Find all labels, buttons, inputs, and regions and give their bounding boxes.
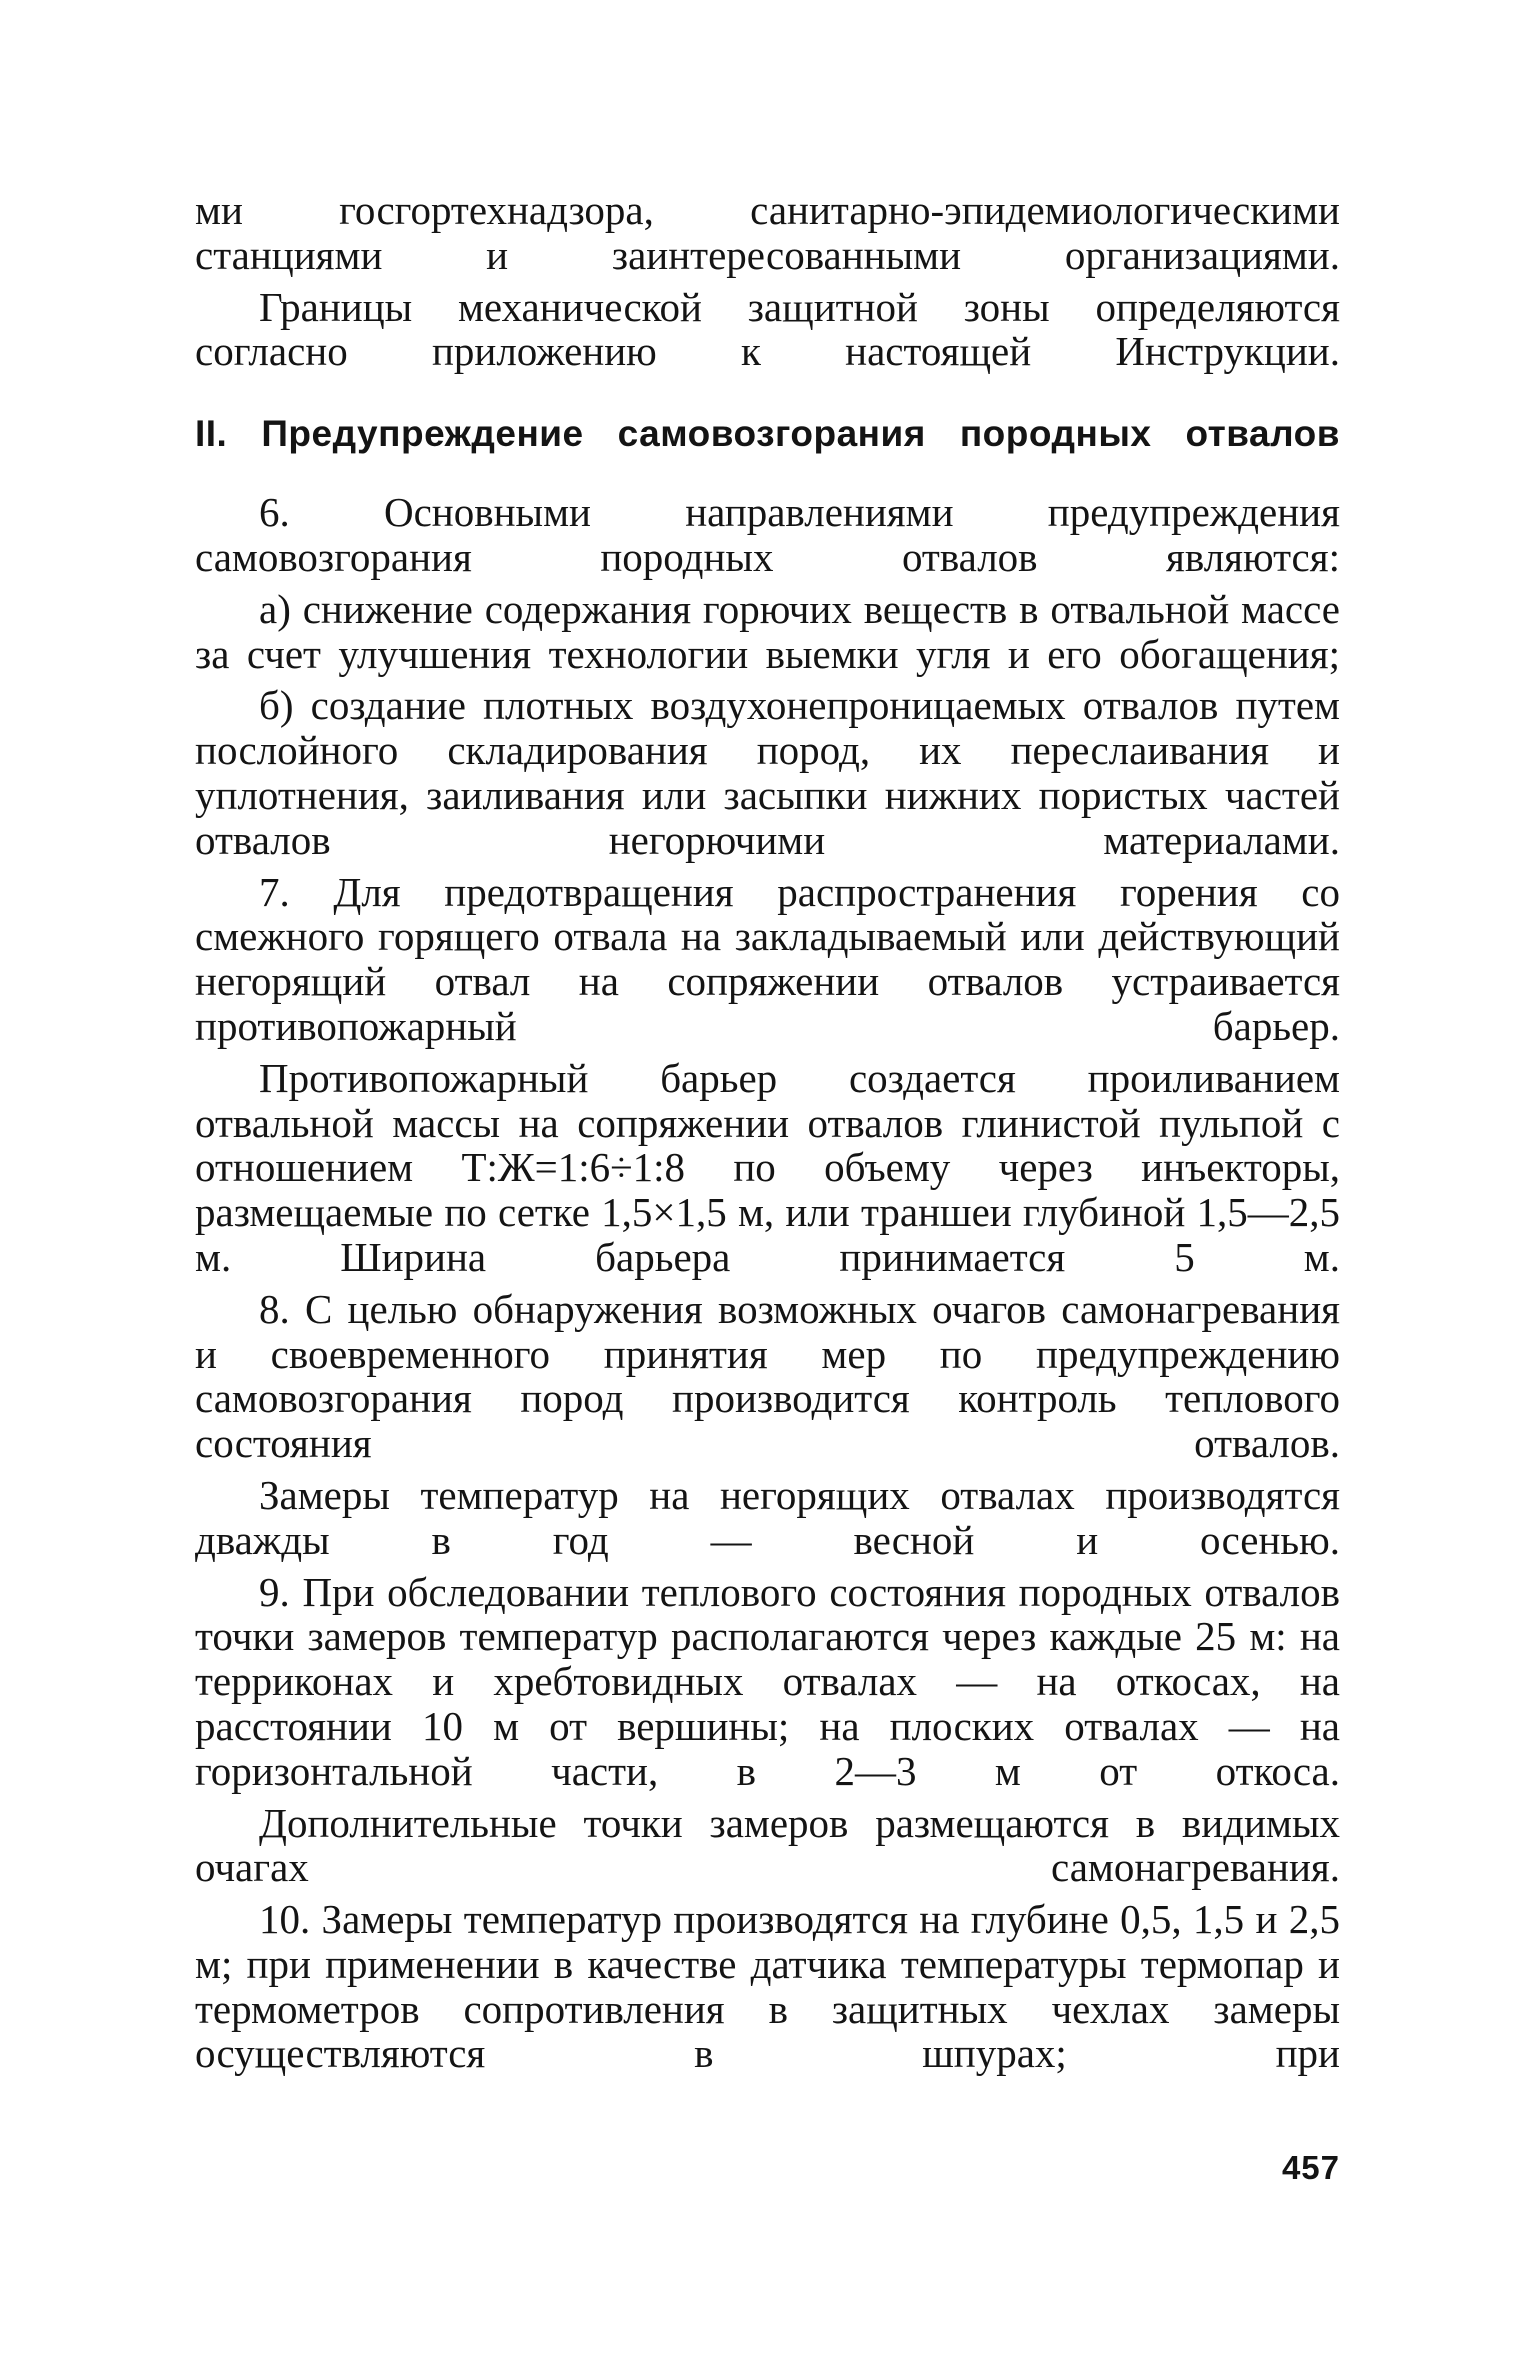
paragraph-item-9: 9. При обследовании теплового состояния породных отвалов точки замеров температур располагаются через каждые 25 м: на терриконах и хребтовидных отвалах — на откосах, на расстоянии 10 м от вершины; на плоских отвалах — на горизонтальной части, в 2—3 м от откоса. <box>195 1568 1340 1794</box>
paragraph-barrier: Противопожарный барьер создается проиливанием отвальной массы на сопряжении отвалов глинистой пульпой с отношением Т:Ж=1:6÷1:8 по объему через инъекторы, размещаемые по сетке 1,5×1,5 м, или траншеи глубиной 1,5—2,5 м. Ширина барьера принимается 5 м. <box>195 1054 1340 1280</box>
paragraph-measurements: Замеры температур на негорящих отвалах производятся дважды в год — весной и осенью. <box>195 1471 1340 1563</box>
paragraph-additional-points: Дополнительные точки замеров размещаются в видимых очагах самонагревания. <box>195 1799 1340 1891</box>
document-page <box>195 188 1340 2228</box>
paragraph-item-6a: а) снижение содержания горючих веществ в отвальной массе за счет улучшения технологии выемки угля и его обогащения; <box>195 585 1340 677</box>
paragraph-continuation: ми госгортехнадзора, санитарно-эпидемиологическими станциями и заинтересованными организациями. <box>195 187 1340 278</box>
paragraph-item-10: 10. Замеры температур производятся на глубине 0,5, 1,5 и 2,5 м; при применении в качестве датчика температуры термопар и термометров сопротивления в защитных чехлах замеры осуществляются в шпурах; при <box>195 1896 1340 2077</box>
paragraph-item-6b: б) создание плотных воздухонепроницаемых отвалов путем послойного складирования пород, их переслаивания и уплотнения, заиливания или засыпки нижних пористых частей отвалов негорючими материалами. <box>195 682 1340 863</box>
paragraph-protection-zone: Границы механической защитной зоны определяются согласно приложению к настоящей Инструкции. <box>195 283 1340 375</box>
paragraph-item-6: 6. Основными направлениями предупреждения самовозгорания породных отвалов являются: <box>195 489 1340 580</box>
paragraph-item-8: 8. С целью обнаружения возможных очагов самонагревания и своевременного принятия мер по предупреждению самовозгорания пород производится контроль теплового состояния отвалов. <box>195 1285 1340 1467</box>
section-title: II. Предупреждение самовозгорания породных отвалов <box>195 413 1340 455</box>
page-number: 457 <box>1281 2149 1340 2186</box>
paragraph-item-7: 7. Для предотвращения распространения горения со смежного горящего отвала на закладываемый или действующий негорящий отвал на сопряжении отвалов устраивается противопожарный барьер. <box>195 868 1340 1049</box>
